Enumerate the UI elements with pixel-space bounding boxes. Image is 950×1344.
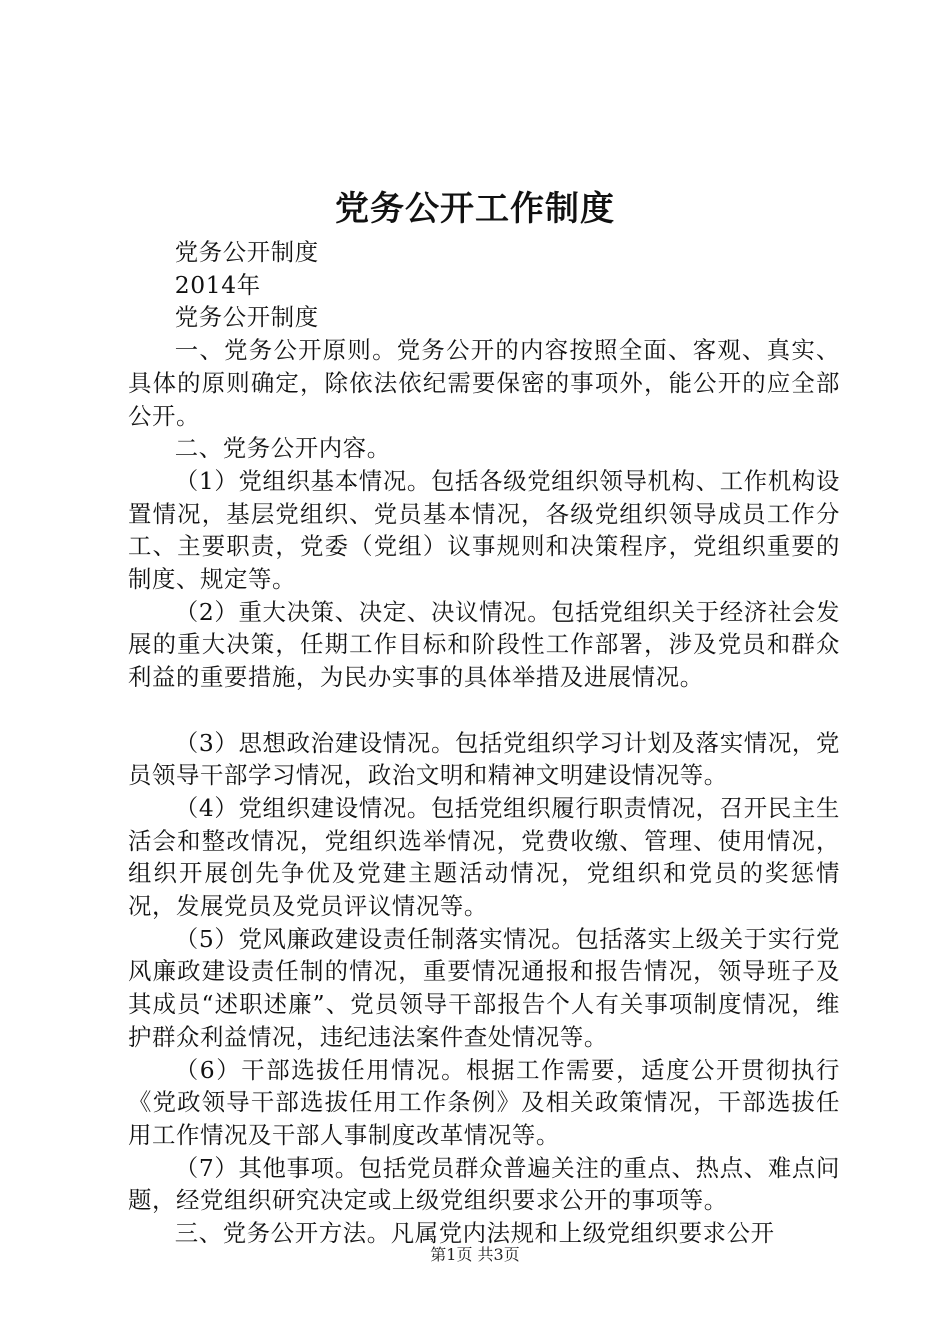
paragraph-heading-1: 党务公开制度	[174, 238, 319, 266]
paragraph-heading-2: 党务公开制度	[174, 303, 319, 332]
paragraph-section-1: 一、党务公开原则。党务公开的内容按照全面、客观、真实、具体的原则确定，除依法依纪需要保密的事项外，能公开的应全部公开。	[128, 336, 840, 430]
paragraph-item-3: （3）思想政治建设情况。包括党组织学习计划及落实情况，党员领导干部学习情况，政治文明和精神文明建设情况等。	[128, 728, 840, 790]
paragraph-item-2: （2）重大决策、决定、决议情况。包括党组织关于经济社会发展的重大决策，任期工作目标和阶段性工作部署，涉及党员和群众利益的重要措施，为民办实事的具体举措及进展情况。	[128, 597, 840, 692]
document-title: 党务公开工作制度	[335, 189, 615, 229]
paragraph-item-1: （1）党组织基本情况。包括各级党组织领导机构、工作机构设置情况，基层党组织、党员基本情况，各级党组织领导成员工作分工、主要职责，党委（党组）议事规则和决策程序，党组织重要的制度、规定等。	[128, 466, 840, 594]
document-body	[128, 236, 840, 1250]
paragraph-year: 2014年	[174, 270, 261, 299]
paragraph-section-2: 二、党务公开内容。	[174, 434, 391, 463]
blank-line	[128, 694, 840, 727]
paragraph-item-5: （5）党风廉政建设责任制落实情况。包括落实上级关于实行党风廉政建设责任制的情况，重要情况通报和报告情况，领导班子及其成员“述职述廉”、党员领导干部报告个人有关事项制度情况，维护群众利益情况，违纪违法案件查处情况等。	[128, 924, 840, 1051]
paragraph-section-3: 三、党务公开方法。凡属党内法规和上级党组织要求公开	[174, 1219, 775, 1248]
page-footer: 第1页 共3页	[430, 1245, 520, 1264]
paragraph-item-6: （6）干部选拔任用情况。根据工作需要，适度公开贯彻执行《党政领导干部选拔任用工作条例》及相关政策情况，干部选拔任用工作情况及干部人事制度改革情况等。	[128, 1055, 840, 1149]
paragraph-item-7: （7）其他事项。包括党员群众普遍关注的重点、热点、难点问题，经党组织研究决定或上级党组织要求公开的事项等。	[128, 1153, 840, 1215]
paragraph-item-4: （4）党组织建设情况。包括党组织履行职责情况，召开民主生活会和整改情况，党组织选举情况，党费收缴、管理、使用情况，组织开展创先争优及党建主题活动情况，党组织和党员的奖惩情况，发展党员及党员评议情况等。	[128, 793, 840, 921]
